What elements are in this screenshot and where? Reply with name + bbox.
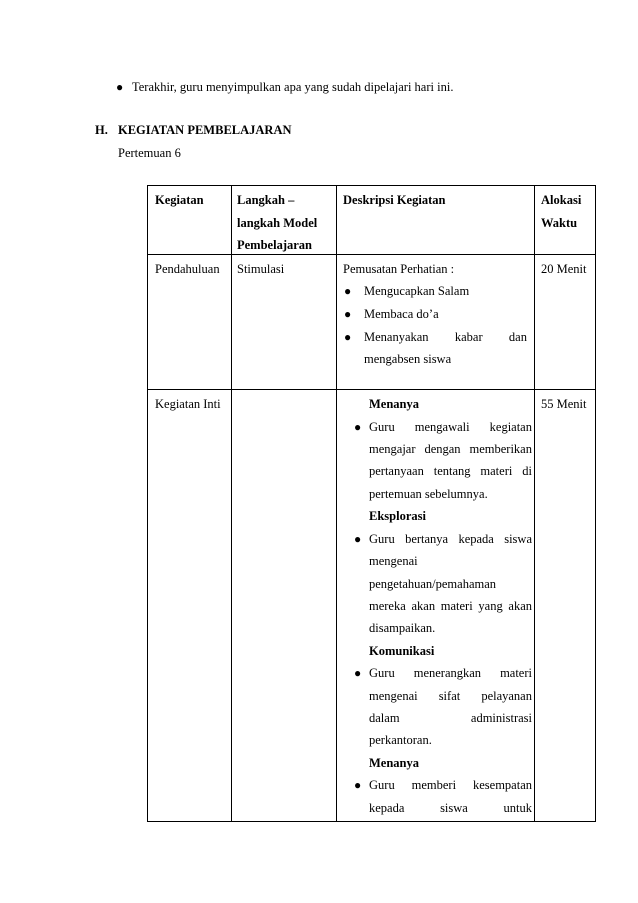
bullet-icon: ● — [344, 284, 352, 298]
row2-b3-line4: perkantoran. — [369, 733, 432, 747]
row2-heading-eksplorasi: Eksplorasi — [369, 509, 426, 523]
header-alokasi-2: Waktu — [541, 216, 578, 230]
section-subtitle: Pertemuan 6 — [118, 146, 181, 160]
row2-heading-menanya: Menanya — [369, 397, 419, 411]
section-letter: H. — [95, 123, 108, 137]
bullet-icon: ● — [344, 330, 352, 344]
row2-b3-line3: dalam administrasi — [369, 711, 532, 725]
row2-alokasi: 55 Menit — [541, 397, 587, 411]
row2-b2-line4: mereka akan materi yang akan — [369, 599, 532, 613]
bullet-icon: ● — [354, 666, 362, 680]
row1-alokasi: 20 Menit — [541, 262, 587, 276]
row2-b3-line2: mengenai sifat pelayanan — [369, 689, 532, 703]
row2-b2-line1: Guru bertanya kepada siswa — [369, 532, 532, 546]
header-langkah-1: Langkah – — [237, 193, 295, 207]
bullet-icon: ● — [354, 532, 362, 546]
row2-b4-line2: kepada siswa untuk — [369, 801, 532, 815]
header-deskripsi: Deskripsi Kegiatan — [343, 193, 446, 207]
row2-b1-line2: mengajar dengan memberikan — [369, 442, 532, 456]
row2-kegiatan: Kegiatan Inti — [155, 397, 221, 411]
row1-intro: Pemusatan Perhatian : — [343, 262, 455, 276]
row1-bullet-3-line2: mengabsen siswa — [364, 352, 452, 366]
row2-b2-line5: disampaikan. — [369, 621, 436, 635]
row2-heading-komunikasi: Komunikasi — [369, 644, 435, 658]
row1-bullet-1: Mengucapkan Salam — [364, 284, 470, 298]
header-kegiatan: Kegiatan — [155, 193, 204, 207]
header-langkah-2: langkah Model — [237, 216, 318, 230]
bullet-icon: ● — [344, 307, 352, 321]
header-alokasi-1: Alokasi — [541, 193, 582, 207]
bullet-icon: ● — [354, 420, 362, 434]
row1-langkah: Stimulasi — [237, 262, 285, 276]
row2-b4-line1: Guru memberi kesempatan — [369, 778, 532, 792]
row2-b2-line2: mengenai — [369, 554, 418, 568]
section-title: KEGIATAN PEMBELAJARAN — [118, 123, 292, 137]
row2-b1-line3: pertanyaan tentang materi di — [369, 464, 532, 478]
bullet-icon: ● — [116, 80, 124, 94]
row2-b2-line3: pengetahuan/pemahaman — [369, 577, 497, 591]
row2-b3-line1: Guru menerangkan materi — [369, 666, 532, 680]
row1-kegiatan: Pendahuluan — [155, 262, 220, 276]
row1-bullet-3-line1: Menanyakan kabar dan — [364, 330, 527, 344]
row1-bullet-2: Membaca do’a — [364, 307, 439, 321]
intro-bullet-text: Terakhir, guru menyimpulkan apa yang sudah dipelajari hari ini. — [132, 80, 454, 94]
bullet-icon: ● — [354, 778, 362, 792]
row2-heading-menanya-2: Menanya — [369, 756, 419, 770]
row2-b1-line4: pertemuan sebelumnya. — [369, 487, 488, 501]
header-langkah-3: Pembelajaran — [237, 238, 312, 252]
row2-b1-line1: Guru mengawali kegiatan — [369, 420, 532, 434]
